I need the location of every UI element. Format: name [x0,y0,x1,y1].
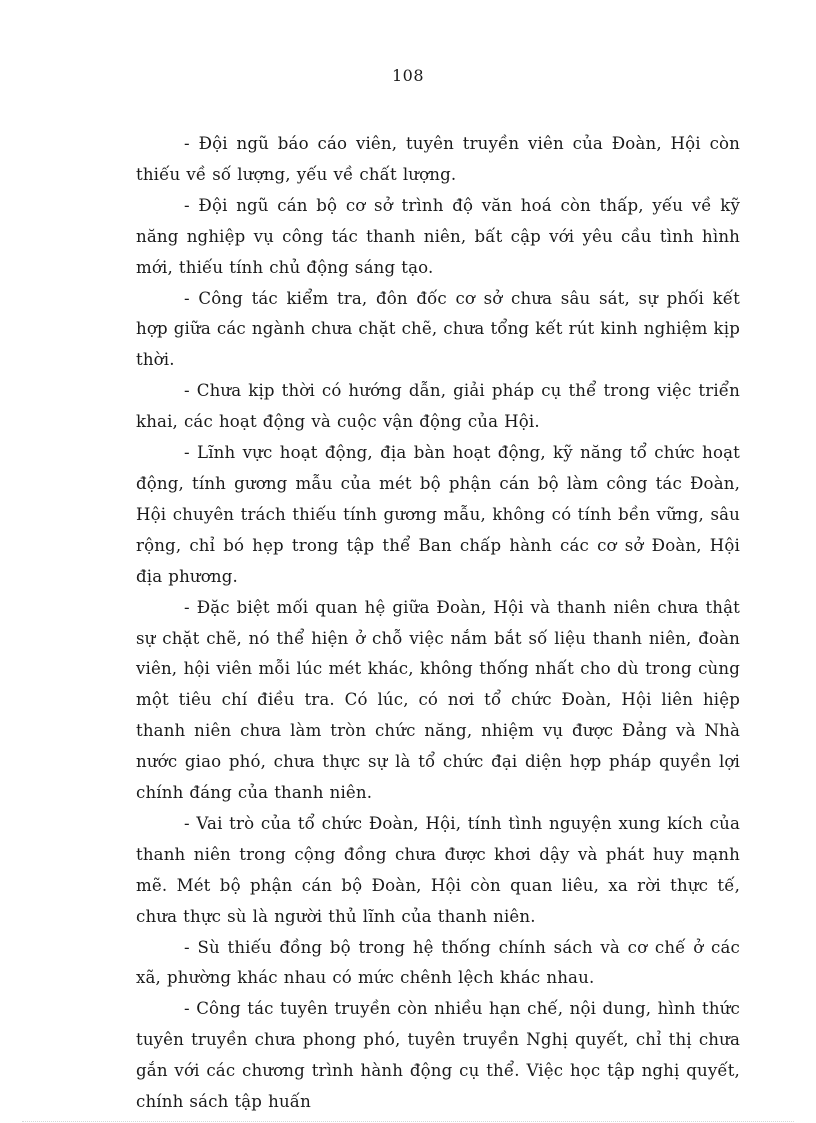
paragraph-4: - Chưa kịp thời có hướng dẫn, giải pháp cụ thể trong việc triển khai, các hoạt động và cuộc vận động của Hội. [136,381,740,432]
page-number: 108 [391,66,425,85]
paragraph-9: - Công tác tuyên truyền còn nhiều hạn chế, nội dung, hình thức tuyên truyền chưa phong phó, tuyên truyền Nghị quyết, chỉ thị chưa gắn với các chương trình hành động cụ thể. Việc học tập nghị quyết, chính sách tập huấn [136,999,740,1112]
bottom-divider [22,1121,794,1122]
paragraph-5: - Lĩnh vực hoạt động, địa bàn hoạt động, kỹ năng tổ chức hoạt động, tính gương mẫu của mét bộ phận cán bộ làm công tác Đoàn, Hội chuyên trách thiếu tính gương mẫu, không có tính bền vững, sâu rộng, chỉ bó hẹp trong tập thể Ban chấp hành các cơ sở Đoàn, Hội địa phương. [136,443,740,586]
paragraph-2: - Đội ngũ cán bộ cơ sở trình độ văn hoá còn thấp, yếu về kỹ năng nghiệp vụ công tác thanh niên, bất cập với yêu cầu tình hình mới, thiếu tính chủ động sáng tạo. [136,195,740,277]
paragraph-1: - Đội ngũ báo cáo viên, tuyên truyền viên của Đoàn, Hội còn thiếu về số lượng, yếu về chất lượng. [136,134,740,184]
body-text [136,129,740,1118]
paragraph-7: - Vai trò của tổ chức Đoàn, Hội, tính tình nguyện xung kích của thanh niên trong cộng đồng chưa được khơi dậy và phát huy mạnh mẽ. Mét bộ phận cán bộ Đoàn, Hội còn quan liêu, xa rời thực tế, chưa thực sù là người thủ lĩnh của thanh niên. [136,813,740,926]
paragraph-6: - Đặc biệt mối quan hệ giữa Đoàn, Hội và thanh niên chưa thật sự chặt chẽ, nó thể hiện ở chỗ việc nắm bắt số liệu thanh niên, đoàn viên, hội viên mỗi lúc mét khác, không thống nhất cho dù trong cùng một tiêu chí điều tra. Có lúc, có nơi tổ chức Đoàn, Hội liên hiệp thanh niên chưa làm tròn chức năng, nhiệm vụ được Đảng và Nhà nước giao phó, chưa thực sự là tổ chức đại diện hợp pháp quyền lợi chính đáng của thanh niên. [136,597,740,803]
paragraph-3: - Công tác kiểm tra, đôn đốc cơ sở chưa sâu sát, sự phối kết hợp giữa các ngành chưa chặt chẽ, chưa tổng kết rút kinh nghiệm kịp thời. [136,288,740,370]
paragraph-8: - Sù thiếu đồng bộ trong hệ thống chính sách và cơ chế ở các xã, phường khác nhau có mức chênh lệch khác nhau. [136,937,740,988]
